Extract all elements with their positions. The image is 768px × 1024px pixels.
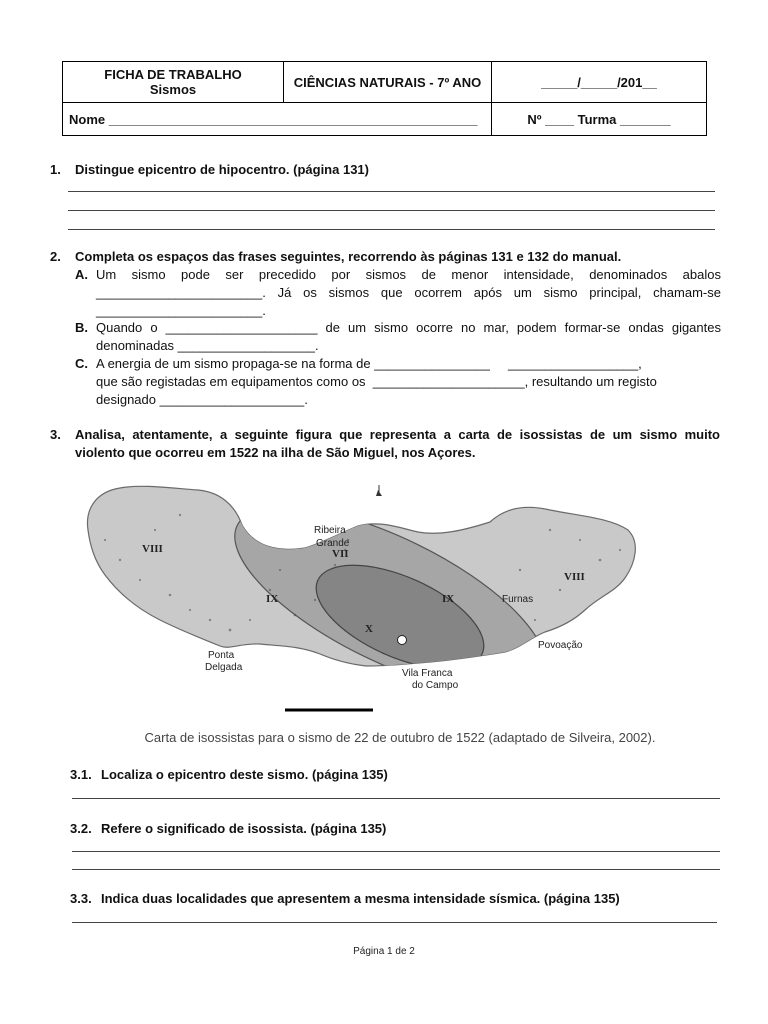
question-2-number: 2. [50,249,61,264]
header-title-cell [63,62,284,103]
place-label: Povoação [538,640,583,651]
item-a-letter: A. [75,267,88,282]
place-label: Delgada [205,662,243,673]
item-a-line-2[interactable]: _______________________. Já os sismos que ocorrem após um sismo principal, chamam-se [96,285,721,300]
zone-label-viii-east: VIII [564,571,585,583]
name-field[interactable]: Nome ___________________________________________________ [63,103,492,136]
item-a-line-1: Um sismo pode ser precedido por sismos de menor intensidade, denominados abalos [96,267,721,282]
number-class-field[interactable]: Nº ____ Turma _______ [492,103,707,136]
answer-line[interactable] [72,851,720,852]
subject-cell: CIÊNCIAS NATURAIS - 7º ANO [284,62,492,103]
question-3-3-number: 3.3. [70,891,92,906]
answer-line[interactable] [68,191,715,192]
item-c-line-3[interactable]: designado ____________________. [96,392,308,407]
item-c-letter: C. [75,356,88,371]
item-c-line-2[interactable]: que são registadas em equipamentos como os _____________________, resultando um registo [96,374,657,389]
place-label: Vila Franca [402,668,453,679]
item-a-line-3[interactable]: _______________________. [96,303,266,318]
page-number: Página 1 de 2 [353,946,415,957]
question-1-text: Distingue epicentro de hipocentro. (página 131) [75,162,369,177]
epicentre-marker [398,636,407,645]
place-label: Ribeira [314,525,346,536]
zone-label-viii-west: VIII [142,543,163,555]
item-b-letter: B. [75,320,88,335]
item-b-line-1[interactable]: Quando o _____________________ de um sismo ocorre no mar, podem formar-se ondas gigantes [96,320,721,335]
question-3-line-1: Analisa, atentamente, a seguinte figura que representa a carta de isossistas de um sismo muito [75,427,720,442]
zone-label-vii: VII [332,548,349,560]
zone-label-ix-right: IX [442,593,455,605]
place-label: Grande [316,538,350,549]
answer-line[interactable] [72,798,720,799]
question-3-line-2: violento que ocorreu em 1522 na ilha de São Miguel, nos Açores. [75,445,476,460]
figure-caption: Carta de isossistas para o sismo de 22 de outubro de 1522 (adaptado de Silveira, 2002). [144,730,656,745]
question-3-number: 3. [50,427,61,442]
worksheet-subtitle: Sismos [149,82,197,97]
item-c-line-1[interactable]: A energia de um sismo propaga-se na forma de ________________ __________________, [96,356,642,371]
answer-line[interactable] [72,869,720,870]
question-3-1-text: Localiza o epicentro deste sismo. (página 135) [101,767,388,782]
question-3-2-number: 3.2. [70,821,92,836]
question-3-1-number: 3.1. [70,767,92,782]
date-field[interactable]: _____/_____/201__ [492,62,707,103]
answer-line[interactable] [72,922,717,923]
zone-label-ix-left: IX [266,593,279,605]
answer-line[interactable] [68,229,715,230]
place-label: Furnas [502,594,534,605]
answer-line[interactable] [68,210,715,211]
place-label: Ponta [208,650,235,661]
zone-label-x: X [365,623,373,635]
question-3-3-text: Indica duas localidades que apresentem a mesma intensidade sísmica. (página 135) [101,891,620,906]
question-2-text: Completa os espaços das frases seguintes, recorrendo às páginas 131 e 132 do manual. [75,249,622,264]
header-table [62,61,707,136]
question-1-number: 1. [50,162,61,177]
isoseismal-map [80,470,650,715]
place-label: do Campo [412,680,459,691]
item-b-line-2[interactable]: denominadas ___________________. [96,338,319,353]
worksheet-title: FICHA DE TRABALHO [104,67,242,82]
question-3-2-text: Refere o significado de isossista. (página 135) [101,821,387,836]
